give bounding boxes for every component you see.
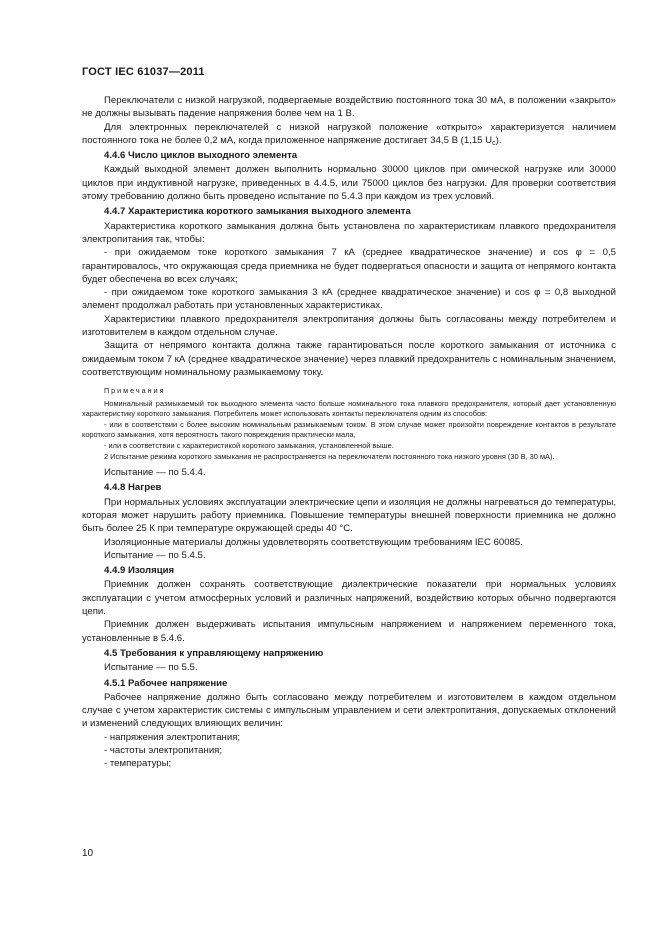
paragraph: Характеристики плавкого предохранителя электропитания должны быть согласованы между потребителем и изготовителем в каждом отдельном случае. (82, 313, 616, 339)
section-heading-4-4-7: 4.4.7 Характеристика короткого замыкания выходного элемента (104, 206, 411, 218)
note: - или в соответствии с характеристикой короткого замыкания, установленной выше. (104, 440, 394, 450)
test-reference: Испытание — по 5.4.5. (104, 549, 206, 561)
section-heading-4-4-9: 4.4.9 Изоляция (104, 565, 175, 577)
paragraph: Для электронных переключателей с низкой нагрузкой положение «открыто» характеризуется наличием постоянного тока не более 0,2 мА, когда приложенное напряжение достигает 34,5 В (1,15 $U_c$). (82, 121, 616, 147)
section-heading-4-5-1: 4.5.1 Рабочее напряжение (104, 677, 228, 689)
section-heading-4-5: 4.5 Требования к управляющему напряжению (104, 647, 324, 659)
paragraph: Приемник должен сохранять соответствующие диэлектрические показатели при нормальных условиях эксплуатации с учетом атмосферных условий и различных напряжений, воздействию которых обычно подвергаются цепи. (82, 579, 616, 618)
note: 2 Испытание режима короткого замыкания не распространяется на переключатели постоянного тока низкого уровня (30 В, 30 мА). (104, 451, 555, 461)
paragraph: Рабочее напряжение должно быть согласовано между потребителем и изготовителем в каждом отдельном случае с учетом характеристик системы с импульсным управлением и сети электропитания, допускаемых отклонений и изменений следующих влияющих величин: (82, 691, 616, 730)
paragraph: Каждый выходной элемент должен выполнить нормально 30000 циклов при омической нагрузке или 30000 циклов при индуктивной нагрузке, приведенных в 4.4.5, или 75000 циклов без нагрузки. Для проверки соответствия этому требованию должно быть проведено испытание по 5.4.3 при каждом из трех условий. (82, 164, 616, 203)
list-item: - температуры; (104, 758, 172, 770)
note: Номинальный размыкаемый ток выходного элемента часто больше номинального тока плавкого предохранителя, который дает установленную характеристику короткого замыкания. Потребитель может использовать контакты переключателя одним из способов: (82, 398, 616, 419)
paragraph: Приемник должен выдерживать испытания импульсным напряжением и напряжением переменного тока, установленные в 5.4.6. (82, 619, 616, 644)
section-heading-4-4-6: 4.4.6 Число циклов выходного элемента (104, 150, 298, 162)
test-reference: Испытание — по 5.5. (104, 662, 198, 674)
test-reference: Испытание — по 5.4.4. (104, 467, 206, 479)
paragraph: Защита от непрямого контакта должна также гарантироваться после короткого замыкания от источника с ожидаемым током 7 кА (среднее квадратическое значение) через плавкий предохранитель с номинальным значением, соответствующим номинальному размыкаемому току. (82, 340, 616, 378)
list-item: - напряжения электропитания; (104, 731, 241, 743)
page-body (82, 94, 616, 771)
list-item: - при ожидаемом токе короткого замыкания 7 кА (среднее квадратическое значение) и cos φ = 0,5 гарантировалось, что окружающая среда приемника не будет подвергаться опасности и защита от непрямого контакта будет обеспечена во всех случаях; (82, 247, 616, 285)
paragraph: Изоляционные материалы должны удовлетворять соответствующим требованиям IEC 60085. (104, 536, 523, 548)
list-item: - частоты электропитания; (104, 745, 223, 757)
paragraph: Характеристика короткого замыкания должна быть установлена по характеристикам плавкого предохранителя электропитания так, чтобы: (82, 220, 616, 245)
page-number: 10 (82, 848, 94, 859)
list-item: - при ожидаемом токе короткого замыкания 3 кА (среднее квадратическое значение) и cos φ = 0,8 выходной элемент продолжал работать при установленных характеристиках. (82, 287, 616, 312)
notes-title: Примечания (104, 386, 166, 396)
paragraph: При нормальных условиях эксплуатации электрические цепи и изоляция не должны нагреваться до температуры, которая может нарушить работу приемника. Повышение температуры внешней поверхности приемника не должно быть более 25 К при температуре окружающей среды 40 °С. (82, 496, 616, 535)
paragraph: Переключатели с низкой нагрузкой, подвергаемые воздействию постоянного тока 30 мА, в положении «закрыто» не должны вызывать падение напряжения более чем на 1 В. (82, 95, 616, 120)
note: - или в соответствии с более высоким номинальным размыкаемым током. В этом случае может произойти повреждение контактов в результате короткого замыкания, хотя вероятность такого повреждения практически мала, (82, 419, 616, 440)
section-heading-4-4-8: 4.4.8 Нагрев (104, 482, 162, 494)
document-header: ГОСТ IEC 61037—2011 (82, 66, 205, 78)
